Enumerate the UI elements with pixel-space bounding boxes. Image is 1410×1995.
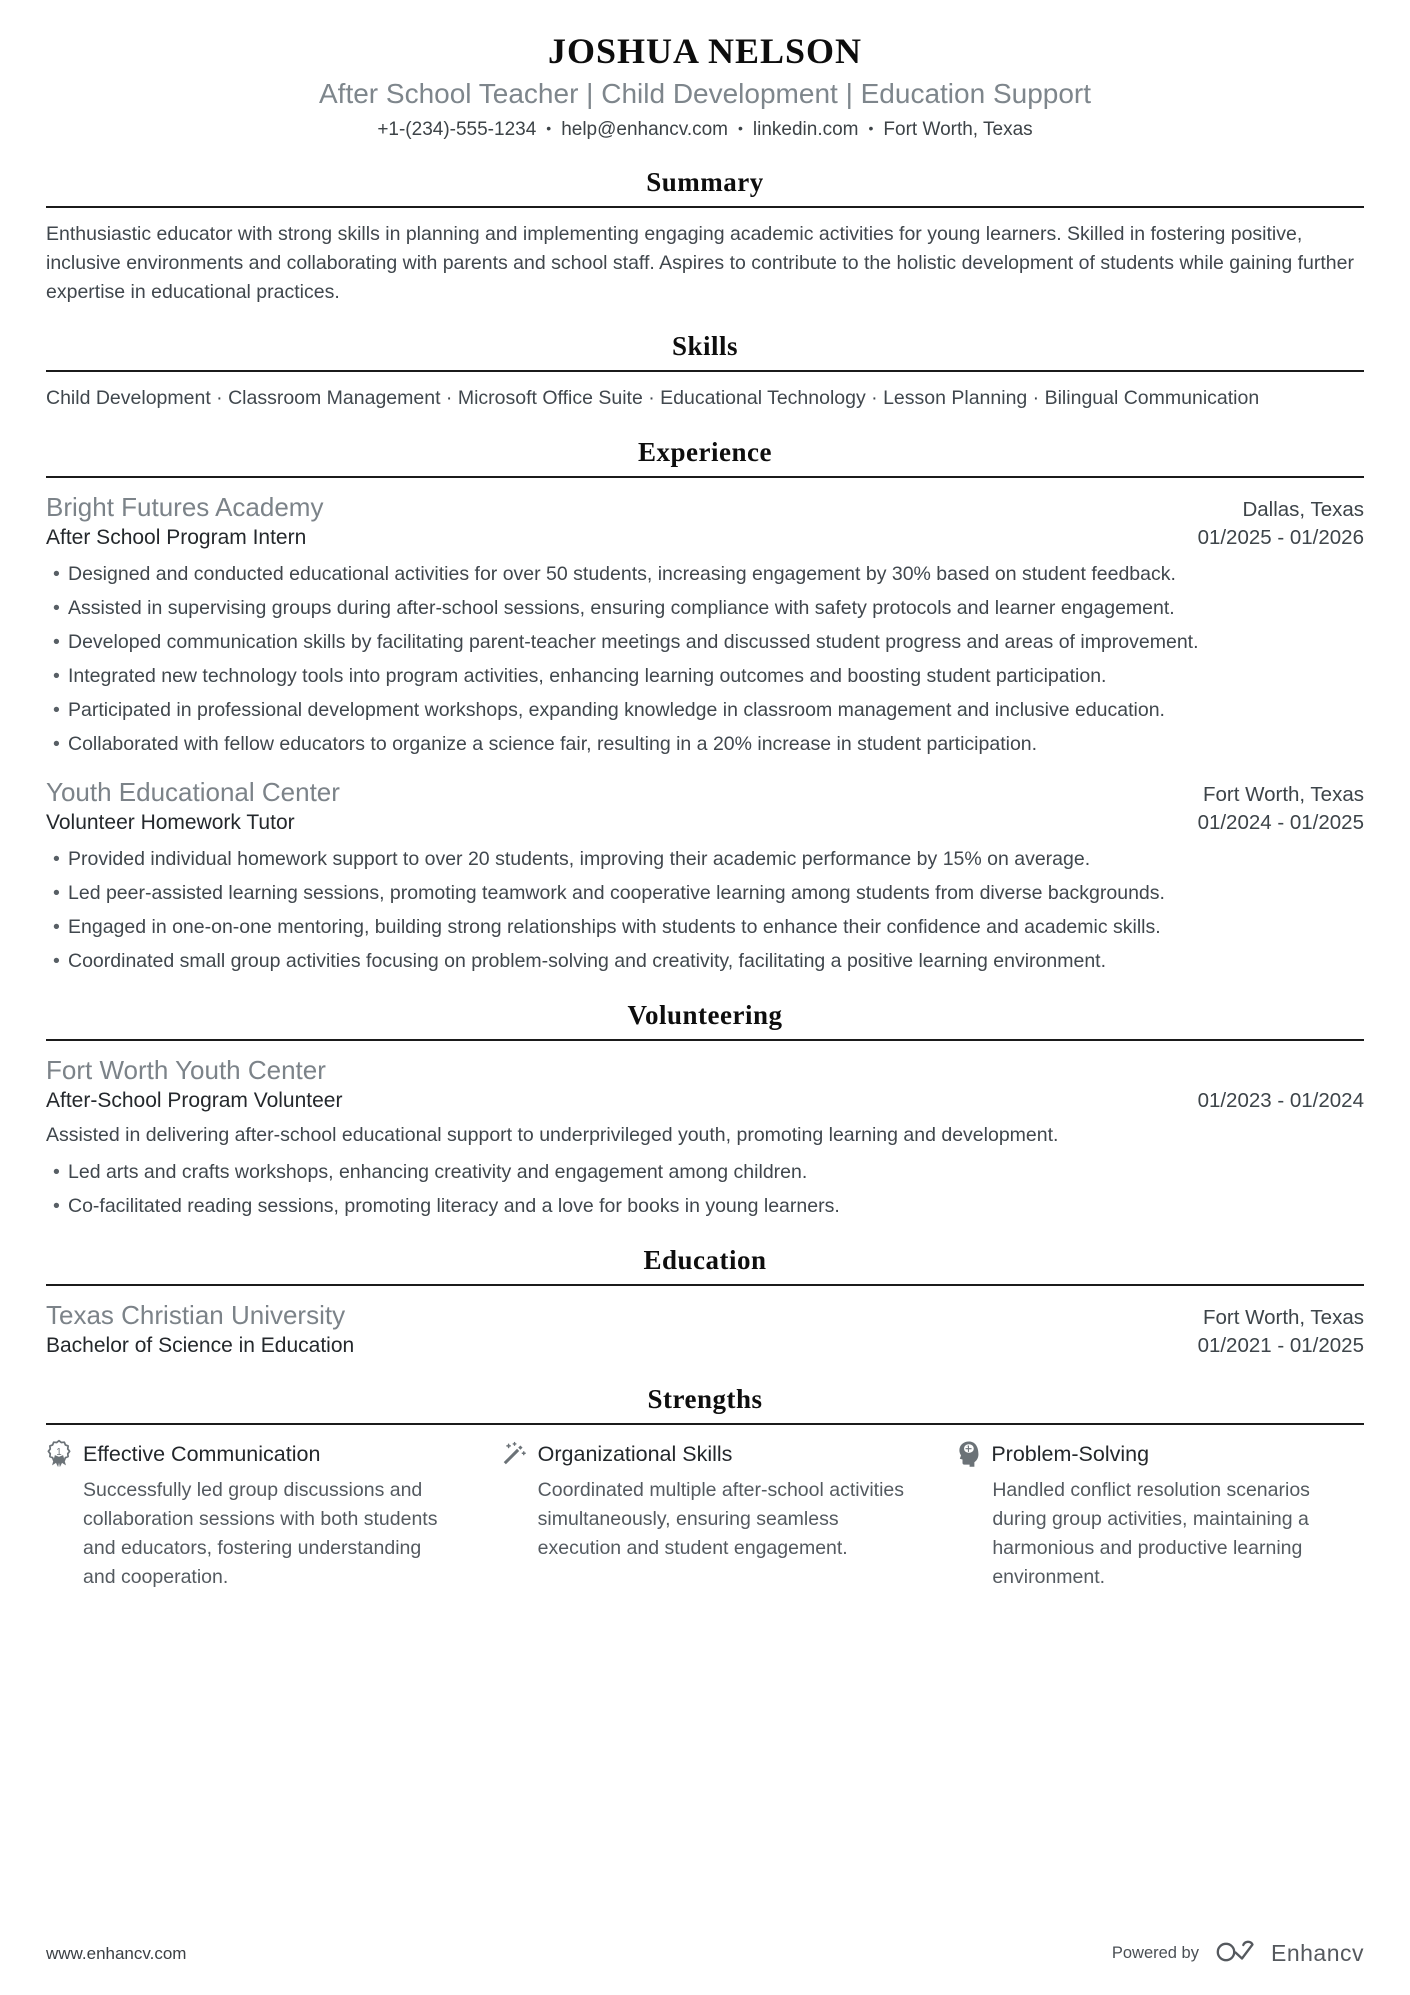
section-skills xyxy=(46,329,1364,413)
section-title-education: Education xyxy=(643,1245,767,1275)
volunteering-bullets xyxy=(46,1158,1364,1221)
organization-name: Fort Worth Youth Center xyxy=(46,1055,326,1085)
skills-text: Child Development · Classroom Management · Microsoft Office Suite · Educational Technology · Lesson Planning · Bilingual Communication xyxy=(46,387,1260,409)
bullet-item: • Designed and conducted educational activities for over 50 students, increasing engagement by 30% based on student feedback. xyxy=(46,560,1364,589)
school-name: Texas Christian University xyxy=(46,1300,346,1330)
bullet-item: • Participated in professional development workshops, expanding knowledge in classroom management and inclusive education. xyxy=(46,696,1364,725)
section-title-volunteering: Volunteering xyxy=(627,1000,783,1030)
position-title: Volunteer Homework Tutor xyxy=(46,811,295,834)
entry-position-row xyxy=(46,809,1364,837)
position-dates: 01/2025 - 01/2026 xyxy=(1197,526,1364,549)
section-strengths xyxy=(46,1382,1364,1592)
degree-title: Bachelor of Science in Education xyxy=(46,1334,355,1357)
footer-url[interactable]: www.enhancv.com xyxy=(46,1943,187,1963)
svg-text:1: 1 xyxy=(56,1447,62,1459)
strength-item xyxy=(955,1439,1364,1592)
bullet-item: • Collaborated with fellow educators to organize a science fair, resulting in a 20% increase in student participation. xyxy=(46,730,1364,759)
company-location: Fort Worth, Texas xyxy=(1202,783,1364,806)
entry-position-row xyxy=(46,1087,1364,1115)
section-rule xyxy=(46,1423,1364,1425)
bullet-item: • Coordinated small group activities focusing on problem-solving and creativity, facilitating a positive learning environment. xyxy=(46,947,1364,976)
contact-email[interactable]: help@enhancv.com xyxy=(561,119,728,140)
contact-linkedin[interactable]: linkedin.com xyxy=(752,119,859,140)
strength-description: Handled conflict resolution scenarios during group activities, maintaining a harmonious and productive learning environment. xyxy=(992,1479,1310,1588)
strength-description: Successfully led group discussions and collaboration sessions with both students and educators, fostering understanding and cooperation. xyxy=(83,1479,438,1588)
strength-name: Effective Communication xyxy=(83,1442,321,1466)
entry-company-row xyxy=(46,1053,1364,1087)
contact-separator: • xyxy=(868,120,874,136)
position-title: After-School Program Volunteer xyxy=(46,1089,343,1112)
powered-by-label: Powered by xyxy=(1111,1944,1199,1962)
section-title-experience: Experience xyxy=(638,437,772,467)
strengths-grid xyxy=(46,1439,1364,1592)
company-name: Bright Futures Academy xyxy=(46,492,324,522)
section-summary xyxy=(46,165,1364,307)
company-name: Youth Educational Center xyxy=(46,777,340,807)
degree-dates: 01/2021 - 01/2025 xyxy=(1197,1334,1364,1357)
section-rule xyxy=(46,1039,1364,1041)
section-title-strengths: Strengths xyxy=(647,1384,763,1414)
strength-head xyxy=(955,1439,1364,1469)
strength-item xyxy=(46,1439,455,1592)
page-footer xyxy=(46,1938,1364,1969)
contact-separator: • xyxy=(738,120,743,136)
entry-company-row xyxy=(46,490,1364,524)
brain-head-icon xyxy=(955,1440,980,1468)
volunteering-entry xyxy=(46,1053,1364,1221)
section-rule xyxy=(46,370,1364,372)
contact-phone: +1-(234)-555-1234 xyxy=(377,119,537,140)
contact-separator: • xyxy=(546,120,552,136)
position-dates: 01/2023 - 01/2024 xyxy=(1197,1089,1364,1112)
section-experience xyxy=(46,435,1364,976)
strength-name: Organizational Skills xyxy=(537,1442,733,1466)
bullet-item: • Led peer-assisted learning sessions, promoting teamwork and cooperative learning among students from diverse backgrounds. xyxy=(46,879,1364,908)
footer-brand[interactable] xyxy=(1112,1938,1364,1969)
strength-description: Coordinated multiple after-school activities simultaneously, ensuring seamless execution and student engagement. xyxy=(537,1479,904,1559)
entry-position-row xyxy=(46,524,1364,552)
summary-text: Enthusiastic educator with strong skills in planning and implementing engaging academic activities for young learners. Skilled in fostering positive, inclusive environments and collaborating with parents and school staff. Aspires to contribute to the holistic development of students while gaining further expertise in educational practices. xyxy=(46,223,1354,303)
enhancv-logo-icon xyxy=(1215,1938,1259,1969)
medal-icon xyxy=(46,1439,72,1469)
school-location: Fort Worth, Texas xyxy=(1202,1306,1364,1329)
entry-company-row xyxy=(46,775,1364,809)
bullet-item: • Developed communication skills by facilitating parent-teacher meetings and discussed student progress and areas of improvement. xyxy=(46,628,1364,657)
bullet-item: • Led arts and crafts workshops, enhancing creativity and engagement among children. xyxy=(46,1158,1364,1187)
experience-entry xyxy=(46,775,1364,976)
bullet-item: • Assisted in supervising groups during after-school sessions, ensuring compliance with safety protocols and learner engagement. xyxy=(46,594,1364,623)
volunteering-description: Assisted in delivering after-school educational support to underprivileged youth, promoting learning and development. xyxy=(46,1124,1059,1146)
strength-name: Problem-Solving xyxy=(991,1442,1150,1466)
section-rule xyxy=(46,1284,1364,1286)
contact-location: Fort Worth, Texas xyxy=(883,119,1033,140)
bullet-item: • Engaged in one-on-one mentoring, building strong relationships with students to enhance their confidence and academic skills. xyxy=(46,913,1364,942)
section-rule xyxy=(46,206,1364,208)
section-education xyxy=(46,1243,1364,1360)
resume-header xyxy=(46,30,1364,143)
strength-head xyxy=(501,1439,910,1469)
section-volunteering xyxy=(46,998,1364,1221)
entry-degree-row xyxy=(46,1332,1364,1360)
section-title-summary: Summary xyxy=(646,167,764,197)
experience-bullets xyxy=(46,560,1364,759)
position-dates: 01/2024 - 01/2025 xyxy=(1197,811,1364,834)
section-title-skills: Skills xyxy=(671,331,739,361)
candidate-name: JOSHUA NELSON xyxy=(547,31,863,71)
magic-wand-icon xyxy=(501,1441,527,1467)
contact-row xyxy=(46,115,1364,143)
experience-bullets xyxy=(46,845,1364,976)
position-title: After School Program Intern xyxy=(46,526,307,549)
candidate-headline: After School Teacher | Child Development | Education Support xyxy=(318,78,1092,109)
bullet-item: • Provided individual homework support to over 20 students, improving their academic performance by 15% on average. xyxy=(46,845,1364,874)
experience-entry xyxy=(46,490,1364,759)
brand-wordmark: Enhancv xyxy=(1270,1940,1364,1966)
education-entry xyxy=(46,1298,1364,1360)
bullet-item: • Co-facilitated reading sessions, promoting literacy and a love for books in young learners. xyxy=(46,1192,1364,1221)
entry-school-row xyxy=(46,1298,1364,1332)
strength-head xyxy=(46,1439,455,1469)
section-rule xyxy=(46,476,1364,478)
strength-item xyxy=(501,1439,910,1592)
bullet-item: • Integrated new technology tools into program activities, enhancing learning outcomes and boosting student participation. xyxy=(46,662,1364,691)
company-location: Dallas, Texas xyxy=(1242,498,1364,521)
